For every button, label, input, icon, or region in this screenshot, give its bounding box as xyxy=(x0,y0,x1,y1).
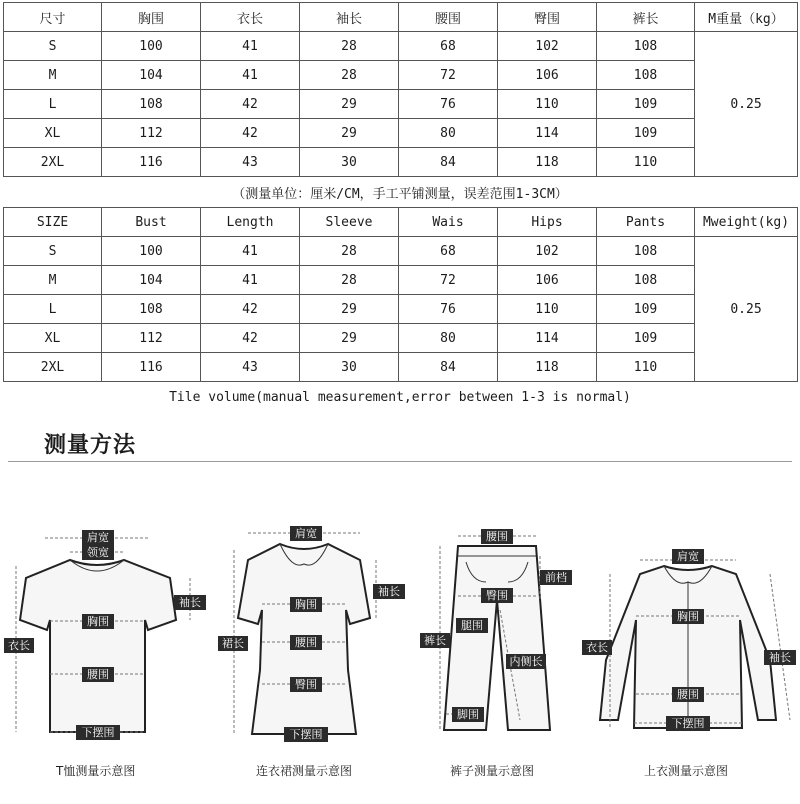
pants-diagram xyxy=(420,529,572,730)
en-table-value-cell: 28 xyxy=(300,266,399,295)
measurement-method-title: 测量方法 xyxy=(44,433,137,458)
cn-table-value-cell: 109 xyxy=(597,119,695,148)
en-table-row xyxy=(4,237,798,266)
size-table-chinese xyxy=(3,2,798,177)
en-table-value-cell: 42 xyxy=(201,295,300,324)
en-table-value-cell: 43 xyxy=(201,353,300,382)
cn-table-header-cell: 胸围 xyxy=(102,3,201,32)
pants-inseam-label: 内侧长 xyxy=(509,655,543,668)
cn-table-header-cell: 袖长 xyxy=(300,3,399,32)
shirt-shoulder-label: 肩宽 xyxy=(677,550,699,563)
en-table-row xyxy=(4,353,798,382)
size-table-english xyxy=(3,207,798,382)
en-table-value-cell: 42 xyxy=(201,324,300,353)
cn-table-row xyxy=(4,148,798,177)
cn-table-value-cell: 106 xyxy=(498,61,597,90)
dress-diagram xyxy=(218,526,405,742)
pants-thigh-label: 腿围 xyxy=(461,619,483,632)
en-table-row xyxy=(4,295,798,324)
dress-hip-label: 臀围 xyxy=(295,678,317,691)
en-table-value-cell: 106 xyxy=(498,266,597,295)
cn-table-value-cell: 110 xyxy=(498,90,597,119)
en-table-value-cell: 29 xyxy=(300,295,399,324)
en-table-header-cell: Sleeve xyxy=(300,208,399,237)
cn-table-value-cell: 108 xyxy=(597,32,695,61)
en-table-size-cell: L xyxy=(4,295,102,324)
dress-shoulder-label: 肩宽 xyxy=(295,527,317,540)
shirt-diagram xyxy=(582,549,796,731)
en-table-value-cell: 72 xyxy=(399,266,498,295)
shirt-hem-label: 下摆围 xyxy=(671,717,705,730)
en-table-value-cell: 108 xyxy=(597,266,695,295)
en-table-row xyxy=(4,324,798,353)
tshirt-length-label: 衣长 xyxy=(8,639,30,652)
cn-table-value-cell: 114 xyxy=(498,119,597,148)
en-table-value-cell: 109 xyxy=(597,295,695,324)
tshirt-caption: T恤测量示意图 xyxy=(56,764,136,778)
cn-table-value-cell: 29 xyxy=(300,90,399,119)
cn-table-value-cell: 109 xyxy=(597,90,695,119)
shirt-chest-label: 胸围 xyxy=(677,610,699,623)
en-table-value-cell: 30 xyxy=(300,353,399,382)
cn-table-value-cell: 42 xyxy=(201,90,300,119)
measurement-diagrams xyxy=(0,470,800,800)
dress-chest-label: 胸围 xyxy=(295,598,317,611)
en-table-header-cell: Wais xyxy=(399,208,498,237)
cn-table-value-cell: 41 xyxy=(201,32,300,61)
shirt-waist-label: 腰围 xyxy=(677,688,699,701)
dress-hem-label: 下摆围 xyxy=(289,728,323,741)
pants-hip-label: 臀围 xyxy=(486,589,508,602)
cn-table-row xyxy=(4,32,798,61)
pants-length-label: 裤长 xyxy=(424,634,446,647)
cn-table-value-cell: 28 xyxy=(300,61,399,90)
shirt-caption: 上衣测量示意图 xyxy=(644,764,729,778)
en-table-header-row xyxy=(4,208,798,237)
cn-table-size-cell: L xyxy=(4,90,102,119)
tshirt-chest-label: 胸围 xyxy=(87,615,109,628)
en-table-header-cell: Length xyxy=(201,208,300,237)
en-table-value-cell: 68 xyxy=(399,237,498,266)
en-table-value-cell: 102 xyxy=(498,237,597,266)
cn-table-value-cell: 100 xyxy=(102,32,201,61)
en-table-size-cell: M xyxy=(4,266,102,295)
en-table-value-cell: 108 xyxy=(597,237,695,266)
shirt-length-label: 衣长 xyxy=(586,641,608,654)
en-table-size-cell: S xyxy=(4,237,102,266)
en-table-row xyxy=(4,266,798,295)
tshirt-shape xyxy=(20,560,176,732)
measurement-note-chinese: （测量单位：厘米/CM，手工平铺测量，误差范围1-3CM） xyxy=(232,187,568,202)
pants-waist-label: 腰围 xyxy=(486,530,508,543)
cn-table-row xyxy=(4,61,798,90)
en-table-value-cell: 116 xyxy=(102,353,201,382)
cn-table-value-cell: 72 xyxy=(399,61,498,90)
en-table-value-cell: 84 xyxy=(399,353,498,382)
tshirt-collar-label: 领宽 xyxy=(87,546,109,559)
en-table-value-cell: 110 xyxy=(498,295,597,324)
en-table-header-cell: Pants xyxy=(597,208,695,237)
pants-caption: 裤子测量示意图 xyxy=(450,764,535,778)
en-table-value-cell: 118 xyxy=(498,353,597,382)
cn-table-size-cell: S xyxy=(4,32,102,61)
cn-table-header-row xyxy=(4,3,798,32)
cn-table-value-cell: 80 xyxy=(399,119,498,148)
en-table-value-cell: 76 xyxy=(399,295,498,324)
cn-table-row xyxy=(4,119,798,148)
en-table-value-cell: 29 xyxy=(300,324,399,353)
dress-caption: 连衣裙测量示意图 xyxy=(256,764,353,778)
en-table-weight-cell: 0.25 xyxy=(695,237,798,382)
pants-shape xyxy=(444,546,550,730)
cn-table-value-cell: 41 xyxy=(201,61,300,90)
en-table-value-cell: 110 xyxy=(597,353,695,382)
cn-table-value-cell: 108 xyxy=(597,61,695,90)
cn-table-row xyxy=(4,90,798,119)
section-divider xyxy=(8,461,792,462)
en-table-value-cell: 80 xyxy=(399,324,498,353)
cn-table-size-cell: M xyxy=(4,61,102,90)
en-table-header-cell: SIZE xyxy=(4,208,102,237)
en-table-value-cell: 104 xyxy=(102,266,201,295)
cn-table-value-cell: 28 xyxy=(300,32,399,61)
tshirt-hem-label: 下摆围 xyxy=(81,726,115,739)
cn-table-value-cell: 30 xyxy=(300,148,399,177)
en-table-header-cell: Hips xyxy=(498,208,597,237)
pants-foot-label: 脚围 xyxy=(457,708,479,721)
cn-table-value-cell: 68 xyxy=(399,32,498,61)
tshirt-waist-label: 腰围 xyxy=(87,668,109,681)
cn-table-size-cell: 2XL xyxy=(4,148,102,177)
en-table-value-cell: 100 xyxy=(102,237,201,266)
cn-table-header-cell: M重量（kg） xyxy=(695,3,798,32)
measurement-note-english: Tile volume(manual measurement,error between 1-3 is normal) xyxy=(169,390,631,405)
dress-waist-label: 腰围 xyxy=(295,636,317,649)
en-table-header-cell: Bust xyxy=(102,208,201,237)
tshirt-diagram xyxy=(4,530,206,740)
cn-table-value-cell: 76 xyxy=(399,90,498,119)
cn-table-value-cell: 116 xyxy=(102,148,201,177)
cn-table-size-cell: XL xyxy=(4,119,102,148)
cn-table-value-cell: 42 xyxy=(201,119,300,148)
tshirt-sleeve-label: 袖长 xyxy=(179,596,201,609)
cn-table-header-cell: 衣长 xyxy=(201,3,300,32)
en-table-size-cell: XL xyxy=(4,324,102,353)
cn-table-value-cell: 110 xyxy=(597,148,695,177)
en-table-value-cell: 41 xyxy=(201,266,300,295)
cn-table-value-cell: 29 xyxy=(300,119,399,148)
pants-rise-label: 前档 xyxy=(545,571,567,584)
tshirt-shoulder-label: 肩宽 xyxy=(87,531,109,544)
dress-sleeve-label: 袖长 xyxy=(378,585,400,598)
en-table-value-cell: 28 xyxy=(300,237,399,266)
cn-table-header-cell: 臀围 xyxy=(498,3,597,32)
measurement-diagrams-svg xyxy=(0,470,800,800)
cn-table-value-cell: 112 xyxy=(102,119,201,148)
cn-table-weight-cell: 0.25 xyxy=(695,32,798,177)
cn-table-value-cell: 108 xyxy=(102,90,201,119)
en-table-value-cell: 108 xyxy=(102,295,201,324)
en-table-value-cell: 112 xyxy=(102,324,201,353)
cn-table-value-cell: 118 xyxy=(498,148,597,177)
en-table-size-cell: 2XL xyxy=(4,353,102,382)
cn-table-value-cell: 43 xyxy=(201,148,300,177)
dress-length-label: 裙长 xyxy=(222,637,244,650)
en-table-value-cell: 41 xyxy=(201,237,300,266)
cn-table-header-cell: 裤长 xyxy=(597,3,695,32)
en-table-value-cell: 114 xyxy=(498,324,597,353)
cn-table-header-cell: 尺寸 xyxy=(4,3,102,32)
en-table-header-cell: Mweight(kg) xyxy=(695,208,798,237)
en-table-value-cell: 109 xyxy=(597,324,695,353)
cn-table-value-cell: 84 xyxy=(399,148,498,177)
cn-table-value-cell: 104 xyxy=(102,61,201,90)
shirt-sleeve-label: 袖长 xyxy=(769,651,791,664)
cn-table-value-cell: 102 xyxy=(498,32,597,61)
cn-table-header-cell: 腰围 xyxy=(399,3,498,32)
